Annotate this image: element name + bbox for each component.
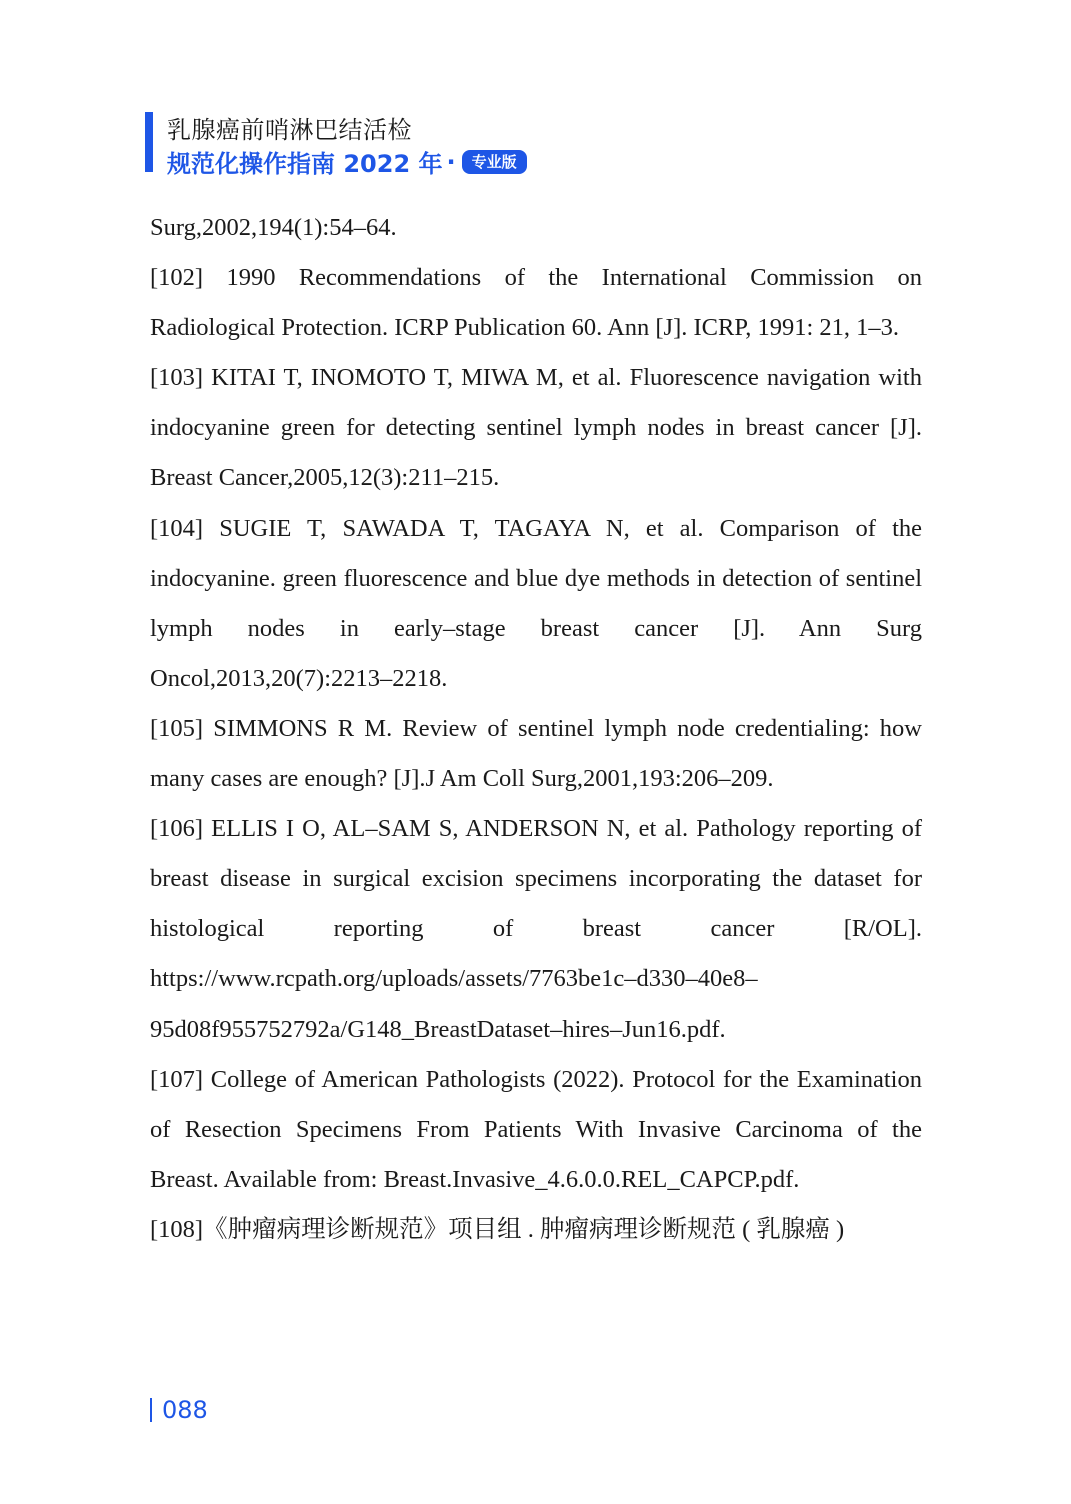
- reference-106: [106] ELLIS I O, AL–SAM S, ANDERSON N, et al. Pathology reporting of breast disease in surgical excision specimens incorporating the dataset for histological reporting of breast cancer [R/OL]. https://www.rcpath.org/uploads/assets/7763be1c–d330–40e8–95d08f955752792a/G148_BreastDataset–hires–Jun16.pdf.: [150, 815, 922, 1043]
- reference-continuation: Surg,2002,194(1):54–64.: [150, 214, 397, 241]
- reference-108: [108]《肿瘤病理诊断规范》项目组 . 肿瘤病理诊断规范 ( 乳腺癌 ): [150, 1215, 845, 1243]
- footer-accent-bar: [150, 1398, 152, 1422]
- header-separator: ·: [446, 147, 456, 176]
- header-subtitle-text: 规范化操作指南 2022 年: [167, 150, 443, 178]
- edition-badge: 专业版: [462, 150, 527, 174]
- reference-104: [104] SUGIE T, SAWADA T, TAGAYA N, et al. Comparison of the indocyanine. green fluorescence and blue dye methods in detection of sentinel lymph nodes in early–stage breast cancer [J]. Ann Surg Oncol,2013,20(7):2213–2218.: [150, 514, 922, 692]
- reference-105: [105] SIMMONS R M. Review of sentinel lymph node credentialing: how many cases are enough? [J].J Am Coll Surg,2001,193:206–209.: [150, 714, 922, 793]
- header-accent-bar: [145, 112, 153, 172]
- reference-107: [107] College of American Pathologists (2022). Protocol for the Examination of Resection Specimens From Patients With Invasive Carcinoma of the Breast. Available from: Breast.Invasive_4.6.0.0.REL_CAPCP.pdf.: [150, 1065, 922, 1193]
- page-number: 088: [162, 1396, 208, 1424]
- reference-102: [102] 1990 Recommendations of the International Commission on Radiological Protection. ICRP Publication 60. Ann [J]. ICRP, 1991: 21, 1–3.: [150, 264, 922, 342]
- header-title: 乳腺癌前哨淋巴结活检: [167, 116, 412, 144]
- reference-list: [150, 203, 922, 1255]
- header-subtitle: [167, 144, 527, 179]
- reference-103: [103] KITAI T, INOMOTO T, MIWA M, et al. Fluorescence navigation with indocyanine green for detecting sentinel lymph nodes in breast cancer [J]. Breast Cancer,2005,12(3):211–215.: [150, 364, 922, 492]
- page-footer: [150, 1396, 208, 1424]
